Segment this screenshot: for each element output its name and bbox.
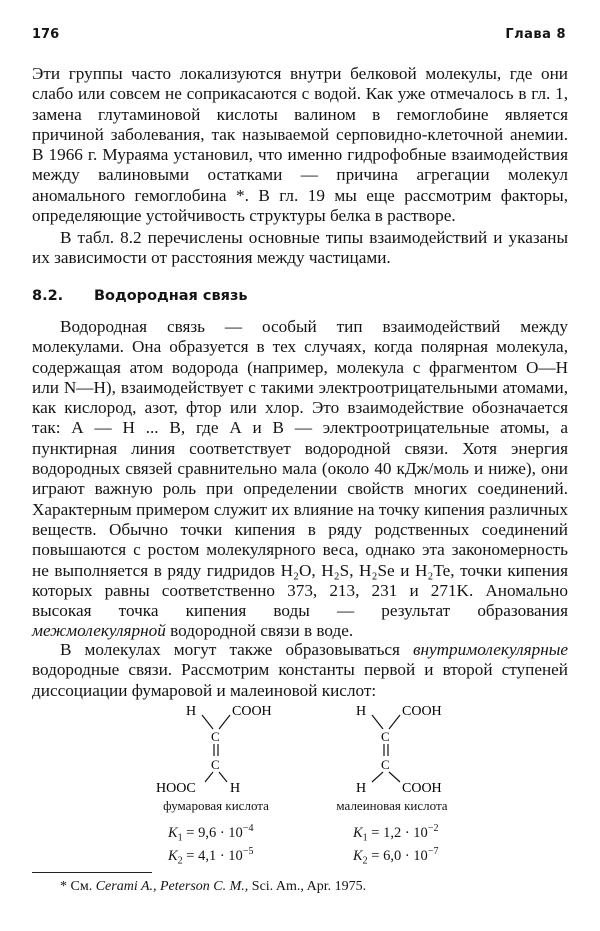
atom-label: COOH [402,704,442,719]
k-value: = 4,1 · 10 [186,847,243,864]
atom-label: H [186,704,197,719]
k-symbol: K [353,824,363,841]
page-header [32,27,566,47]
k-exponent: −2 [427,823,439,834]
text-run: Водородная связь — особый тип взаимодействий между молекулами. Она образуется в тех случаях, когда полярная молекула, содержащая атом водорода (например, молекула с фрагментом О—Н или N—Н), взаимодействует с такими электроотрицательными атомами, как кислород, азот, фтор или хлор. Это взаимодействие обозначается так: А — Н ... В, где А и В — электроотрицательные атомы, а пунктирная линия соответствует водородной связи. Хотя энергия водородных связей сравнительно мала (около 40 кДж/моль и ниже), они играют важную роль при определении свойств многих соединений. Характерным примером служит их влияние на точку кипения различных веществ. Обычно точки кипения в ряду родственных соединений повышаются с ростом молекулярного веса, однако эта закономерность не выполняется в ряду гидридов H₂O, H₂S, H₂Se и H₂Te, точки кипения которых равны соответственно 373, 213, 231 и 271K. Аномально высокая точка кипения воды — результат образования [32,317,568,621]
atom-label: C [211,729,220,744]
atom-label: H [356,704,367,719]
atom-label: H [356,781,367,796]
maleic-k1 [353,823,503,844]
atom-label: H [230,781,241,796]
page-number: 176 [32,27,60,42]
k-exponent: −5 [242,846,254,857]
bond [389,772,400,782]
atom-label: C [381,729,390,744]
k-subscript: 2 [177,855,183,867]
bond [205,772,213,782]
k-exponent: −4 [242,823,254,834]
bond [219,772,227,782]
bond [219,715,230,729]
k-symbol: K [353,847,363,864]
bond [389,715,400,729]
paragraph-hydrophobic [32,64,568,226]
italic-term: внутримолекулярные [413,640,568,659]
bond [372,715,383,729]
maleic-k2 [353,846,503,867]
chemical-structures [0,700,600,870]
atom-label: COOH [402,781,442,796]
fumaric-k2 [168,846,318,867]
footnote-authors: Cerami A., Peterson C. M., [95,879,249,894]
bond [202,715,213,729]
maleic-acid-label: малеиновая кислота [336,798,448,813]
fumaric-k1 [168,823,318,844]
footnote-prefix: См. [70,879,93,894]
structure-bonds [0,700,600,870]
text-run: водородные связи. Рассмотрим константы первой и второй ступеней диссоциации фумаровой и малеиновой кислот: [32,660,568,700]
footnote-marker: * [60,879,67,894]
footnote-divider [32,872,152,873]
k-symbol: K [168,824,178,841]
section-title: Водородная связь [94,288,248,304]
section-heading [32,288,248,304]
k-value: = 9,6 · 10 [186,824,243,841]
italic-term: межмолекулярной [32,621,166,641]
paragraph-text [32,317,568,642]
fumaric-acid-label: фумаровая кислота [163,798,269,813]
atom-label: HOOC [156,781,196,796]
k-value: = 1,2 · 10 [371,824,428,841]
footnote-source: Sci. Am., Apr. 1975. [251,879,367,894]
atom-label: COOH [232,704,272,719]
k-exponent: −7 [427,846,439,857]
section-number: 8.2. [32,288,64,304]
paragraph-text: Эти группы часто локализуются внутри белковой молекулы, где они слабо или совсем не соприкасаются с водой. Как уже отмечалось в гл. 1, замена глутаминовой кислоты валином в гемоглобине является причиной заболевания, так называемой серповидно-клеточной анемии. В 1966 г. Мураяма установил, что именно гидрофобные взаимодействия между валиновыми остатками — причина агрегации молекул аномального гемоглобина *. В гл. 19 мы еще рассмотрим факторы, определяющие устойчивость структуры белка в растворе. [32,64,568,226]
chapter-title: Глава 8 [505,27,566,42]
k-subscript: 1 [362,832,368,844]
paragraph-text: В табл. 8.2 перечислены основные типы взаимодействий и указаны их зависимости от расстояния между частицами. [32,228,568,268]
text-run: водородной связи в воде. [170,621,354,641]
k-subscript: 2 [362,855,368,867]
footnote [60,879,366,895]
bond [372,772,383,782]
atom-label: C [381,757,390,772]
paragraph-table-ref [32,228,568,269]
paragraph-text [32,640,568,701]
paragraph-hydrogen-bond [32,317,568,642]
atom-label: C [211,757,220,772]
text-run: В молекулах могут также образовываться [60,640,400,659]
k-value: = 6,0 · 10 [371,847,428,864]
k-symbol: K [168,847,178,864]
k-subscript: 1 [177,832,183,844]
paragraph-intramolecular [32,640,568,701]
